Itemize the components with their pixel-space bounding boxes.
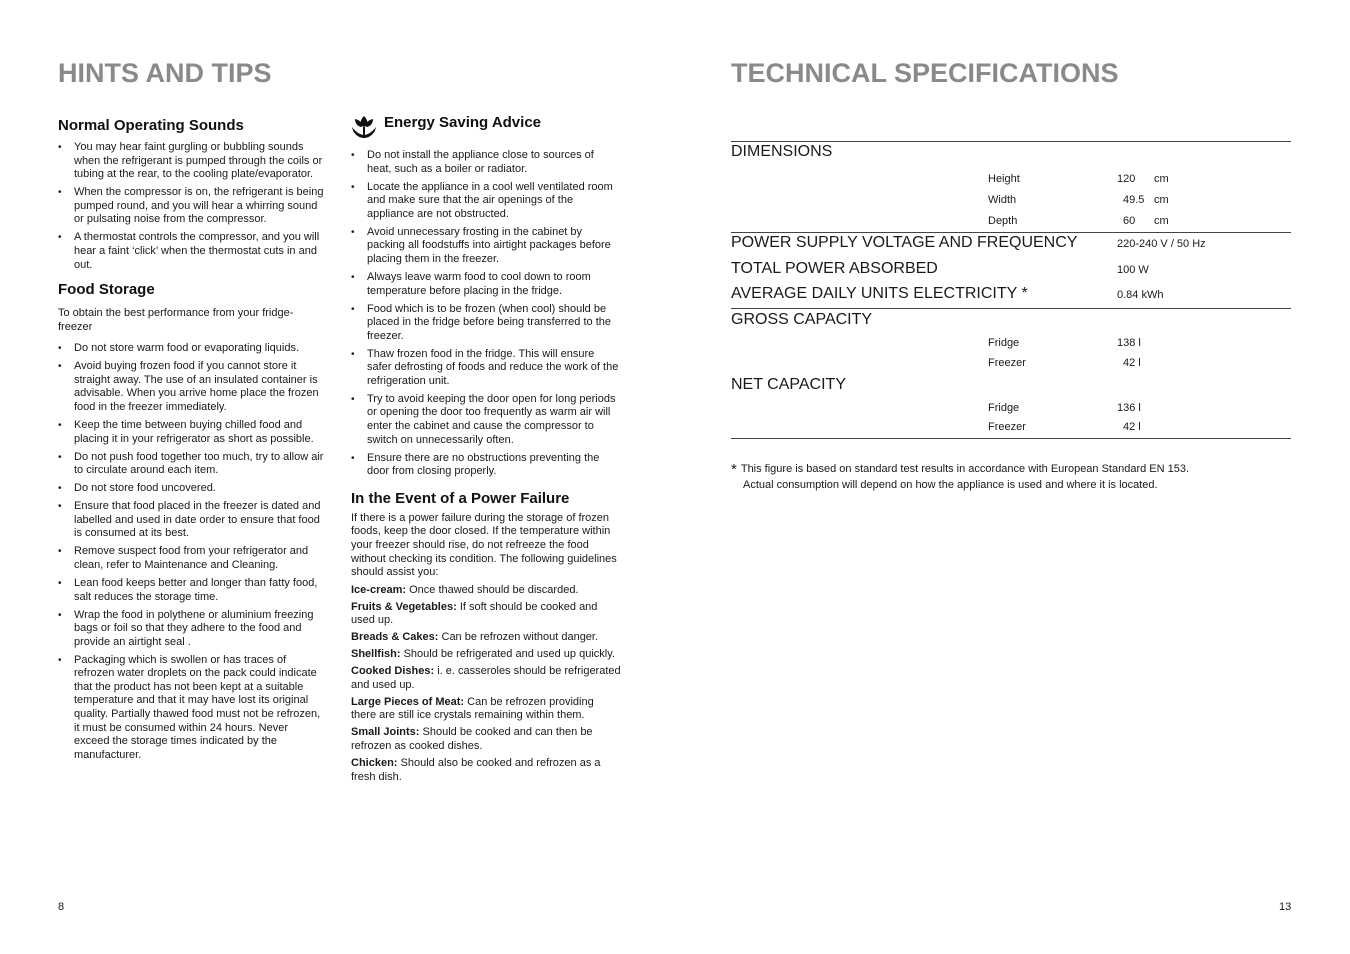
spec-electricity-label: AVERAGE DAILY UNITS ELECTRICITY * <box>731 285 1028 302</box>
spec-width-label: Width <box>988 194 1017 206</box>
list-item: • Thaw frozen food in the fridge. This will ensure safer defrosting of foods and reduce the work of the refrigeration unit. <box>351 348 621 389</box>
list-item: • Locate the appliance in a cool well ventilated room and make sure that the air openings of the appliance are not obstructed. <box>351 181 621 222</box>
list-item: • When the compressor is on, the refrigerant is being pumped round, and you will hear a whirring sound or pulsating noise from the compressor. <box>58 186 326 227</box>
guideline-item: Small Joints: Should be cooked and can then be refrozen as cooked dishes. <box>351 726 593 753</box>
list-item: • Ensure there are no obstructions preventing the door from closing properly. <box>351 452 621 479</box>
footnote <box>731 460 1291 493</box>
list-item: • Try to avoid keeping the door open for long periods or opening the door too frequently as warm air will enter the cabinet and cause the compressor to switch on unnecessarily often. <box>351 393 621 447</box>
list-item: • Do not install the appliance close to sources of heat, such as a boiler or radiator. <box>351 149 621 176</box>
list-item: • A thermostat controls the compressor, and you will hear a faint ‘click’ when the thermostat cuts in and out. <box>58 231 326 272</box>
spec-gross-freezer-value: 42 l <box>1123 357 1141 369</box>
divider <box>731 438 1291 439</box>
power-failure-guidelines <box>351 584 621 784</box>
page-number-left: 8 <box>58 901 65 913</box>
spec-net-freezer-value: 42 l <box>1123 421 1141 433</box>
guideline-item: Fruits & Vegetables: If soft should be cooked and used up. <box>351 600 598 627</box>
guideline-item: Chicken: Should also be cooked and refrozen as a fresh dish. <box>351 757 601 783</box>
list-item: • Food which is to be frozen (when cool) should be placed in the fridge before being transferred to the freezer. <box>351 303 621 344</box>
footnote-line-2: Actual consumption will depend on how the appliance is used and where it is located. <box>743 479 1158 491</box>
list-item: • Ensure that food placed in the freezer is dated and labelled and used in date order to ensure that food is consumed at its best. <box>58 500 326 541</box>
footnote-line-1 <box>731 460 1291 477</box>
list-item: • Avoid buying frozen food if you cannot store it straight away. The use of an insulated container is advisable. When you arrive home place the frozen food in the freezer immediately. <box>58 360 326 414</box>
energy-saving-list <box>351 149 621 479</box>
spec-depth-value: 60 <box>1123 215 1136 227</box>
guideline-item: Cooked Dishes: i. e. casseroles should be refrigerated and used up. <box>351 665 621 691</box>
page-title-hints: HINTS AND TIPS <box>58 58 272 88</box>
energy-saving-header <box>351 114 621 140</box>
food-storage-intro: To obtain the best performance from your fridge-freezer <box>58 307 294 333</box>
middle-column <box>351 114 621 788</box>
spec-net-label: NET CAPACITY <box>731 376 846 393</box>
spec-voltage-value: 220-240 V / 50 Hz <box>1117 238 1206 250</box>
spec-electricity-value: 0.84 kWh <box>1117 289 1164 301</box>
list-item: • Remove suspect food from your refrigerator and clean, refer to Maintenance and Cleaning. <box>58 545 326 572</box>
guideline-item: Breads & Cakes: Can be refrozen without danger. <box>351 631 599 644</box>
page-title-specs: TECHNICAL SPECIFICATIONS <box>731 58 1119 88</box>
list-item: • Lean food keeps better and longer than fatty food, salt reduces the storage time. <box>58 577 326 604</box>
list-item: • Do not store warm food or evaporating liquids. <box>58 342 326 356</box>
left-column <box>58 116 326 767</box>
spec-gross-freezer-label: Freezer <box>988 357 1026 369</box>
spec-dimensions-label: DIMENSIONS <box>731 143 833 160</box>
spec-gross-label: GROSS CAPACITY <box>731 311 873 328</box>
divider <box>731 232 1291 233</box>
food-storage-list <box>58 342 326 762</box>
normal-sounds-list <box>58 141 326 272</box>
footnote-text-1: This figure is based on standard test results in accordance with European Standard EN 153. <box>740 463 1190 475</box>
list-item: • Keep the time between buying chilled food and placing it in your refrigerator as short as possible. <box>58 419 326 446</box>
spec-width-value: 49.5 <box>1123 194 1145 206</box>
heading-food-storage: Food Storage <box>58 281 155 299</box>
spec-height-unit: cm <box>1154 173 1169 185</box>
spec-voltage-label: POWER SUPPLY VOLTAGE AND FREQUENCY <box>731 234 1078 251</box>
spec-height-value: 120 <box>1117 173 1136 185</box>
spec-net-fridge-value: 136 l <box>1117 402 1141 414</box>
footnote-star: * <box>731 461 737 478</box>
list-item: • Avoid unnecessary frosting in the cabinet by packing all foodstuffs into airtight packages before placing them in the freezer. <box>351 226 621 267</box>
divider <box>731 308 1291 309</box>
spec-width-unit: cm <box>1154 194 1169 206</box>
list-item: • Do not store food uncovered. <box>58 482 326 496</box>
list-item: • Always leave warm food to cool down to room temperature before placing in the fridge. <box>351 271 621 298</box>
list-item: • Packaging which is swollen or has traces of refrozen water droplets on the pack could indicate that the product has not been kept at a suitable temperature and that it may have lost its original quality. Partially thawed food must not be refrozen, it must be consumed within 24 hours. Never exceed the storage times indicated by the manufacturer. <box>58 654 326 763</box>
power-failure-intro: If there is a power failure during the storage of frozen foods, keep the door closed. If the temperature within your freezer should rise, do not refreeze the food without checking its condition. The following guidelines should assist you: <box>351 511 617 579</box>
spec-height-label: Height <box>988 173 1020 185</box>
heading-energy-saving: Energy Saving Advice <box>384 114 542 131</box>
spec-gross-fridge-value: 138 l <box>1117 337 1141 349</box>
spec-gross-fridge-label: Fridge <box>988 337 1020 349</box>
spec-depth-unit: cm <box>1154 215 1169 227</box>
list-item: • Wrap the food in polythene or aluminium freezing bags or foil so that they adhere to the food and provide an airtight seal . <box>58 609 326 650</box>
heading-power-failure: In the Event of a Power Failure <box>351 489 570 507</box>
spec-power-value: 100 W <box>1117 264 1149 276</box>
heading-normal-sounds: Normal Operating Sounds <box>58 117 244 134</box>
energy-saving-leaf-icon <box>351 114 377 140</box>
divider <box>731 141 1291 142</box>
guideline-item: Large Pieces of Meat: Can be refrozen providing there are still ice crystals remaining within them. <box>351 695 594 722</box>
spec-net-freezer-label: Freezer <box>988 421 1026 433</box>
list-item: • Do not push food together too much, try to allow air to circulate around each item. <box>58 451 326 478</box>
page-number-right: 13 <box>1279 901 1292 913</box>
list-item: • You may hear faint gurgling or bubbling sounds when the refrigerant is pumped through the coils or tubing at the rear, to the cooling plate/evaporator. <box>58 141 326 182</box>
spec-power-label: TOTAL POWER ABSORBED <box>731 260 938 277</box>
spec-net-fridge-label: Fridge <box>988 402 1020 414</box>
spec-depth-label: Depth <box>988 215 1018 227</box>
guideline-item: Ice-cream: Once thawed should be discarded. <box>351 583 579 596</box>
guideline-item: Shellfish: Should be refrigerated and used up quickly. <box>351 648 615 661</box>
